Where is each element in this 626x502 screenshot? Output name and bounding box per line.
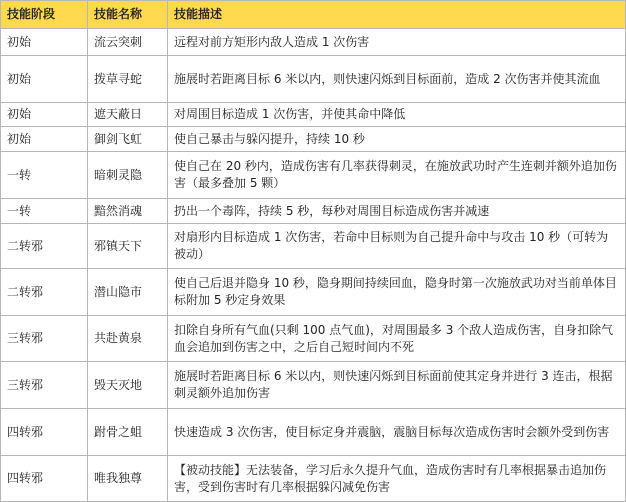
cell-desc: 使自己暴击与躲闪提升，持续 10 秒 — [168, 127, 626, 152]
cell-name: 毁天灭地 — [88, 362, 168, 409]
cell-desc: 使自己后退并隐身 10 秒，隐身期间持续回血，隐身时第一次施放武功对当前单体目标附加 5 秒定身效果 — [168, 269, 626, 316]
cell-stage: 二转邪 — [1, 269, 88, 316]
cell-desc: 远程对前方矩形内敌人造成 1 次伤害 — [168, 29, 626, 56]
cell-name: 唯我独尊 — [88, 456, 168, 502]
table-row — [1, 409, 626, 456]
cell-desc: 使自己在 20 秒内，造成伤害有几率获得刺灵，在施放武功时产生连刺并额外追加伤害（最多叠加 5 颗） — [168, 152, 626, 199]
table-row — [1, 269, 626, 316]
cell-desc: 施展时若距离目标 6 米以内，则快速闪烁到目标面前使其定身并进行 3 连击，根据刺灵额外追加伤害 — [168, 362, 626, 409]
table-row — [1, 152, 626, 199]
cell-stage: 四转邪 — [1, 409, 88, 456]
cell-name: 共赴黄泉 — [88, 316, 168, 362]
cell-stage: 一转 — [1, 152, 88, 199]
header-stage: 技能阶段 — [1, 1, 88, 29]
cell-stage: 四转邪 — [1, 456, 88, 502]
cell-desc: 快速造成 3 次伤害，使目标定身并震脑，震脑目标每次造成伤害时会额外受到伤害 — [168, 409, 626, 456]
cell-name: 暗刺灵隐 — [88, 152, 168, 199]
header-row — [1, 1, 626, 29]
cell-stage: 初始 — [1, 29, 88, 56]
cell-stage: 二转邪 — [1, 224, 88, 269]
cell-desc: 对周围目标造成 1 次伤害，并使其命中降低 — [168, 103, 626, 127]
table-row — [1, 362, 626, 409]
table-row — [1, 103, 626, 127]
cell-name: 遮天蔽日 — [88, 103, 168, 127]
cell-stage: 三转邪 — [1, 362, 88, 409]
cell-name: 拨草寻蛇 — [88, 56, 168, 103]
cell-name: 邪镇天下 — [88, 224, 168, 269]
table-row — [1, 316, 626, 362]
cell-name: 潜山隐市 — [88, 269, 168, 316]
table-row — [1, 29, 626, 56]
cell-stage: 初始 — [1, 103, 88, 127]
cell-stage: 一转 — [1, 199, 88, 224]
cell-name: 流云突刺 — [88, 29, 168, 56]
cell-desc: 扔出一个毒阵，持续 5 秒，每秒对周围目标造成伤害并减速 — [168, 199, 626, 224]
cell-desc: 【被动技能】无法装备，学习后永久提升气血，造成伤害时有几率根据暴击追加伤害，受到伤害时有几率根据躲闪减免伤害 — [168, 456, 626, 502]
table-row — [1, 199, 626, 224]
table-row — [1, 127, 626, 152]
header-name: 技能名称 — [88, 1, 168, 29]
cell-name: 黯然消魂 — [88, 199, 168, 224]
cell-name: 跗骨之蛆 — [88, 409, 168, 456]
cell-stage: 初始 — [1, 127, 88, 152]
table-row — [1, 56, 626, 103]
cell-stage: 三转邪 — [1, 316, 88, 362]
table-row — [1, 456, 626, 502]
cell-desc: 扣除自身所有气血(只剩 100 点气血)，对周围最多 3 个敌人造成伤害，自身扣除气血会追加到伤害之中，之后自己短时间内不死 — [168, 316, 626, 362]
header-desc: 技能描述 — [168, 1, 626, 29]
cell-name: 御剑飞虹 — [88, 127, 168, 152]
cell-desc: 对扇形内目标造成 1 次伤害，若命中目标则为自己提升命中与攻击 10 秒（可转为被动） — [168, 224, 626, 269]
table-row — [1, 224, 626, 269]
cell-stage: 初始 — [1, 56, 88, 103]
cell-desc: 施展时若距离目标 6 米以内，则快速闪烁到目标面前，造成 2 次伤害并使其流血 — [168, 56, 626, 103]
